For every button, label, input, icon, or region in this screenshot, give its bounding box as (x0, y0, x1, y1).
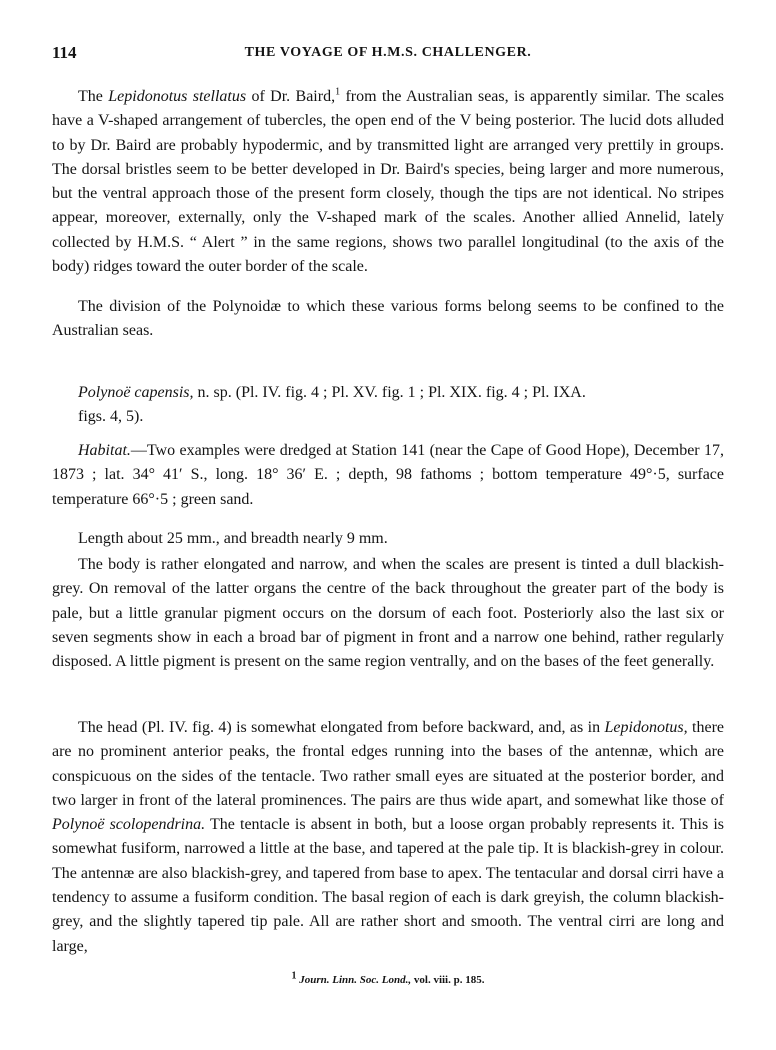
paragraph-length: Length about 25 mm., and breadth nearly 9 mm. (78, 530, 388, 547)
paragraph-habitat: Habitat.—Two examples were dredged at Station 141 (near the Cape of Good Hope), December 17, 1873 ; lat. 34° 41′ S., long. 18° 36′ E. ; depth, 98 fathoms ; bottom temperature 49°·5, surface temperature 66°·5 ; green sand. (52, 442, 724, 508)
genus-name-lepidonotus: Lepidonotus, (604, 719, 688, 736)
paragraph-head: The head (Pl. IV. fig. 4) is somewhat elongated from before backward, and, as in Lepidonotus, there are no prominent anterior peaks, the frontal edges running into the bases of the antennæ, which are conspicuous on the sides of the tentacle. Two rather small eyes are situated at the posterior border, and two larger in front of the lateral prominences. The pairs are thus wide apart, and somewhat like those of Polynoë scolopendrina. The tentacle is absent in both, but a loose organ probably represents it. This is somewhat fusiform, narrowed a little at the base, and tapered at the pale tip. It is blackish-grey in colour. The antennæ are also blackish-grey, and tapered from base to apex. The tentacular and dorsal cirri have a tendency to assume a fusiform condition. The basal region of each is dark greyish, the column blackish-grey, and the slightly tapered tip pale. All are rather short and smooth. The ventral cirri are long and large, (52, 719, 725, 955)
footnote: $^1$ Journ. Linn. Soc. Lond., vol. viii. p. 185. (291, 970, 485, 986)
species-name: Polynoë capensis, (78, 384, 194, 401)
running-title: THE VOYAGE OF H.M.S. CHALLENGER. (244, 45, 532, 60)
footnote-reference: 1 (335, 86, 341, 98)
page-number: 114 (52, 43, 77, 62)
paragraph-body-colour: The body is rather elongated and narrow, and when the scales are present is tinted a dull blackish-grey. On removal of the latter organs the centre of the back throughout the greater part of the body is pale, but a little granular pigment occurs on the dorsum of each foot. Posteriorly also the last six or seven segments show in each a broad bar of pigment in front and a narrow one behind, rather regularly disposed. A little pigment is present on the same region ventrally, and on the bases of the feet generally. (52, 556, 724, 671)
journal-name: Journ. Linn. Soc. Lond., (299, 974, 412, 986)
species-heading: Polynoë capensis, n. sp. (Pl. IV. fig. 4 ; Pl. XV. fig. 1 ; Pl. XIX. fig. 4 ; Pl. IXA. (78, 384, 586, 401)
paragraph-lepidonotus: The Lepidonotus stellatus of Dr. Baird,$^1$ from the Australian seas, is apparently similar. The scales have a V-shaped arrangement of tubercles, the open end of the V being posterior. The lucid dots alluded to by Dr. Baird are probably hypodermic, and by transmitted light are arranged very prettily in groups. The dorsal bristles seem to be better developed in Dr. Baird's species, being larger and more numerous, but the ventral approach those of the present form closely, though the tips are not identical. No stripes appear, moreover, externally, only the V-shaped mark of the scales. Another allied Annelid, lately collected by H.M.S. “ Alert ” in the same regions, shows two parallel longitudinal (to the axis of the body) ridges toward the outer border of the scale. (52, 86, 725, 276)
species-heading-figs: figs. 4, 5). (78, 408, 144, 425)
species-name-scolopendrina: Polynoë scolopendrina. (52, 816, 206, 834)
page-header (0, 43, 776, 67)
genus-name: Lepidonotus stellatus (108, 88, 247, 105)
paragraph-polynoidae: The division of the Polynoidæ to which these various forms belong seems to be confined to the Australian seas. (52, 298, 724, 340)
habitat-label: Habitat. (78, 442, 131, 459)
